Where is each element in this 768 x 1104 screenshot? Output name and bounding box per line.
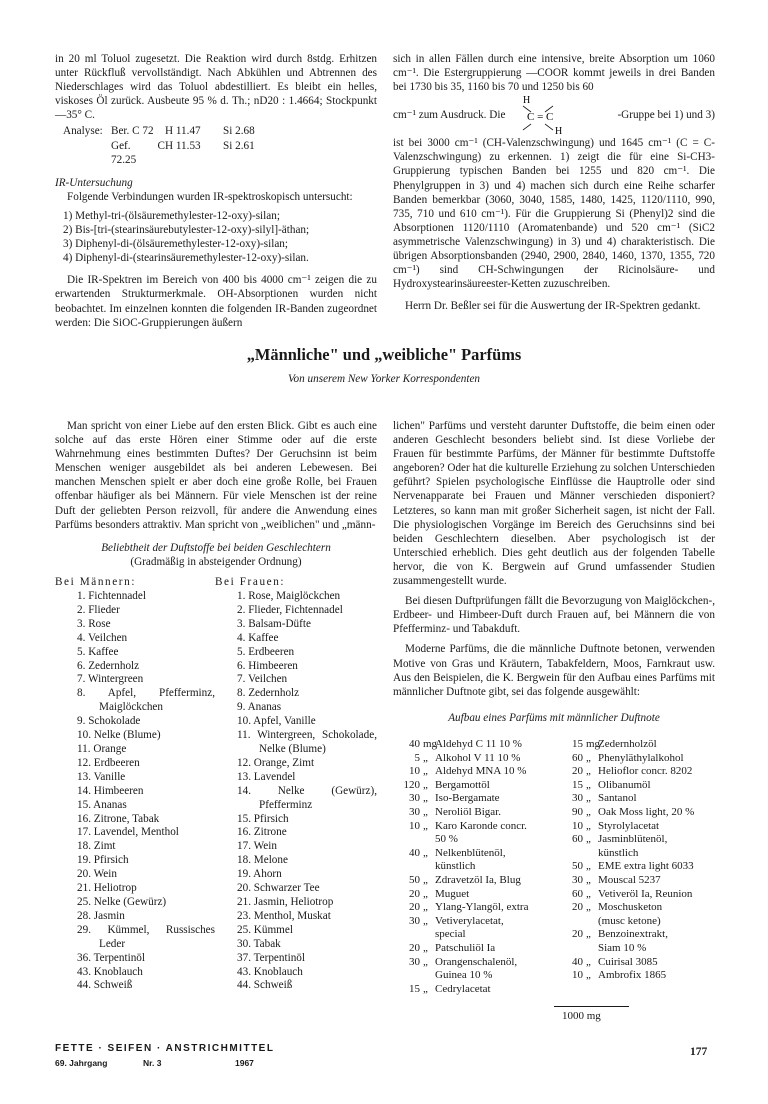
ingredient-row [556, 969, 738, 983]
ingredient-quantity: 10 [409, 819, 420, 832]
ingredient-row [556, 765, 738, 779]
ranking-item: 4. Kaffee [237, 631, 279, 644]
ingredient-row [393, 738, 575, 752]
ingredient-name: Mouscal 5237 [598, 873, 661, 886]
ingredient-name: Siam 10 % [598, 941, 647, 954]
analyse-ber-si: Si 2.68 [223, 125, 255, 138]
ingredient-row [556, 860, 738, 874]
ingredient-name: Bergamottöl [435, 778, 490, 791]
ranking-item: 18. Melone [237, 854, 288, 867]
ingredient-quantity: 60 [572, 751, 583, 764]
ranking-item: 13. Lavendel [237, 770, 296, 783]
ranking-item: 36. Terpentinöl [77, 951, 145, 964]
ingredient-quantity: 15 [572, 738, 583, 750]
ranking-item: 21. Jasmin, Heliotrop [237, 895, 334, 908]
ranking-item: 37. Terpentinöl [237, 951, 305, 964]
ingredient-name: Styrolylacetat [598, 819, 660, 832]
ingredient-quantity: 60 [572, 887, 583, 900]
ranking-item: 21. Heliotrop [77, 882, 137, 895]
ingredient-quantity: 30 [409, 914, 420, 927]
ingredient-unit: mg [423, 738, 438, 750]
ingredient-name: special [435, 928, 466, 941]
ingredient-name: künstlich [598, 846, 639, 859]
ingredient-quantity: 30 [409, 955, 420, 968]
ir-spectra-paragraph: Die IR-Spektren im Bereich von 400 bis 4000 cm⁻¹ zeigen die zu erwartenden Strukturmerkmale. OH-Absorptionen wurden nicht beobachtet. Im einzelnen konnten die folgenden IR-Banden zugeordnet werden: Die SiOC-Gruppierungen äußern [55, 274, 377, 329]
ingredient-unit [423, 833, 435, 847]
svg-text:C = C: C = C [527, 111, 554, 124]
ingredient-name: Helioflor concr. 8202 [598, 765, 693, 778]
ingredient-unit: „ [423, 955, 428, 968]
ingredient-row [393, 752, 575, 766]
ingredient-name: Vetiveröl Ia, Reunion [598, 887, 693, 900]
ingredient-unit: „ [423, 982, 428, 995]
ranking-item: 1. Rose, Maiglöckchen [237, 590, 341, 603]
ranking-item: 11. Orange [77, 743, 127, 755]
ranking-item: 44. Schweiß [237, 979, 293, 992]
ranking-item: 18. Zimt [77, 840, 116, 853]
ingredient-quantity: 20 [572, 901, 583, 914]
ingredient-quantity: 15 [572, 778, 583, 791]
ingredient-quantity: 20 [409, 941, 420, 954]
article-byline: Von unserem New Yorker Korrespondenten [287, 373, 481, 385]
ingredient-unit: mg [586, 738, 601, 750]
ranking-item: 17. Lavendel, Menthol [77, 826, 179, 839]
ranking-item: 12. Orange, Zimt [237, 756, 315, 769]
ingredient-row [556, 928, 738, 942]
ingredient-unit: „ [423, 901, 428, 914]
vinyl-line: cm⁻¹ zum Ausdruck. Die H C = C H -Gruppe bei 1) und 3) [393, 95, 715, 137]
ingredient-unit: „ [586, 778, 591, 791]
analyse-label: Analyse: [63, 125, 103, 138]
ingredient-row [556, 847, 738, 861]
ingredient-name: künstlich [435, 860, 476, 873]
ranking-item: 11. Wintergreen, Schokolade, Nelke (Blume) [237, 729, 377, 755]
ranking-item: 10. Apfel, Vanille [237, 715, 316, 728]
ingredient-name: Benzoinextrakt, [598, 928, 668, 941]
ranking-item: 25. Kümmel [237, 923, 293, 936]
ingredient-row [556, 915, 738, 929]
ingredient-quantity: 20 [572, 928, 583, 941]
ester-paragraph: sich in allen Fällen durch eine intensive, breite Absorption um 1060 cm⁻¹. Die Estergruppierung —COOR kommt jeweils in drei Banden bei 1730 bis 35, 1160 bis 70 und 1250 bis 60 [393, 53, 715, 94]
ingredient-unit: „ [586, 873, 591, 886]
ranking-item: 16. Zitrone, Tabak [77, 812, 160, 825]
svg-text:H: H [523, 95, 531, 107]
ingredient-name: Oak Moss light, 20 % [598, 805, 695, 818]
ingredient-row [393, 888, 575, 902]
compound-item: 2) Bis-[tri-(stearinsäurebutylester-12-oxy)-silyl]-äthan; [63, 224, 310, 237]
ranking-item: 2. Flieder [77, 603, 120, 616]
ingredient-name: Aldehyd MNA 10 % [435, 765, 527, 778]
men-list [55, 575, 215, 993]
ingredient-name: Aldehyd C 11 10 % [435, 738, 522, 750]
ingredient-unit: „ [586, 765, 591, 778]
ingredient-row [556, 820, 738, 834]
ingredient-name: Cuirisal 3085 [598, 955, 658, 968]
ingredient-unit: „ [586, 751, 591, 764]
ingredient-quantity: 10 [572, 969, 583, 982]
ingredient-row [393, 779, 575, 793]
ingredient-unit: „ [586, 805, 591, 818]
ranking-item: 30. Tabak [237, 937, 281, 950]
ingredient-quantity: 40 [572, 955, 583, 968]
top-right-column [393, 52, 715, 313]
ingredient-name: Cedrylacetat [435, 982, 491, 995]
ingredient-unit [586, 942, 598, 956]
ingredient-name: Olibanumöl [598, 778, 651, 791]
ingredient-unit: „ [423, 751, 428, 764]
ingredient-row [393, 969, 575, 983]
compound-item: 4) Diphenyl-di-(stearinsäuremethylester-12-oxy)-silan. [63, 252, 309, 265]
men-list-heading: Bei Männern: [55, 575, 137, 588]
ranking-item: 10. Nelke (Blume) [77, 729, 161, 742]
ingredient-row [556, 888, 738, 902]
ingredient-quantity: 30 [409, 805, 420, 818]
ranking-item: 3. Rose [77, 617, 111, 630]
ingredient-row [393, 956, 575, 970]
composition-total-rule [554, 1006, 629, 1007]
ingredient-row [393, 765, 575, 779]
women-list [215, 575, 377, 993]
ingredient-unit: „ [423, 914, 428, 927]
article-title: „Männliche" und „weibliche" Parfüms [246, 345, 522, 364]
composition-total: 1000 mg [562, 1010, 601, 1022]
ingredient-quantity: 30 [409, 792, 420, 805]
ranking-item: 43. Knoblauch [77, 965, 143, 978]
svg-text:H: H [555, 126, 563, 137]
ingredient-row [393, 847, 575, 861]
ingredient-name: Santanol [598, 792, 637, 805]
ingredient-quantity: 60 [572, 833, 583, 846]
ranking-item: 5. Erdbeeren [237, 645, 295, 658]
compound-item: 3) Diphenyl-di-(ölsäuremethylester-12-oxy)-silan; [63, 238, 289, 251]
ingredient-unit: „ [423, 873, 428, 886]
intro-paragraph: Man spricht von einer Liebe auf den ersten Blick. Gibt es auch eine solche auf das erste Hören einer Stimme oder auf die erste Wahrnehmung eines bestimmten Duftes? Der Geruchsinn ist beim Menschen weniger ausgebildet als bei anderen Lebewesen. Bei manchen Menschen spielt er aber doch eine große Rolle, bei Frauen offenbar häufiger als bei Männern. Für viele Menschen ist der reine Duft der geliebten Person reizvoll, für andere die Anwendung eines Parfüms besonders attraktiv. Man spricht von „weiblichen" und „männ- [55, 420, 377, 531]
ingredient-quantity [393, 969, 423, 983]
ingredient-name: Iso-Bergamate [435, 792, 500, 805]
page-number: 177 [690, 1046, 708, 1058]
ingredient-name: Zedernholzöl [598, 738, 657, 750]
article-left-column [55, 419, 377, 993]
ingredient-quantity [393, 860, 423, 874]
ranking-item: 9. Ananas [237, 701, 282, 714]
ingredient-row [393, 942, 575, 956]
ingredient-row [556, 792, 738, 806]
ingredient-name: Guinea 10 % [435, 969, 493, 982]
ingredient-row [556, 942, 738, 956]
discussion-paragraph: lichen" Parfüms und versteht darunter Duftstoffe, die beim einen oder anderen Geschlecht besonders beliebt sind. Ist diese Vorliebe der Frauen für bestimmte Parfüms, der Männer für bestimmte Duftstoffe angeboren? Oder hat die kulturelle Erziehung zu solchen Unterschieden geführt? Spielen psychologische Einflüsse die Hauptrolle oder sind Nervenapparate bei Frauen und Männer verschieden disponiert? Letzteres, so kann man mit großer Sicherheit sagen, ist nicht der Fall. Die physiologischen Vorgänge im Bereich des Geruchsinns sind bei beiden Geschlechtern dieselben. Aber psychologisch ist der Unterschied erheblich. Dies geht deutlich aus der folgenden Tabelle hervor, die von K. Bergwein auf Grund umfassender Studien zusammengestellt wurde. [393, 420, 715, 588]
ingredient-row [393, 833, 575, 847]
composition-left-list [393, 738, 575, 996]
ingredient-quantity: 40 [409, 738, 420, 750]
ingredient-quantity: 20 [572, 765, 583, 778]
ranking-item: 23. Menthol, Muskat [237, 909, 331, 922]
compound-item: 1) Methyl-tri-(ölsäuremethylester-12-oxy)-silan; [63, 209, 280, 222]
ingredient-unit [586, 915, 598, 929]
ranking-item: 6. Zedernholz [77, 659, 140, 672]
analyse-gef-si: Si 2.61 [223, 139, 255, 152]
ingredient-unit: „ [423, 846, 428, 859]
composition-right-list [556, 738, 738, 983]
ingredient-quantity: 10 [572, 819, 583, 832]
ingredient-quantity: 30 [572, 873, 583, 886]
ingredient-row [556, 874, 738, 888]
ingredient-quantity [393, 928, 423, 942]
ingredient-quantity [556, 915, 586, 929]
article-right-column [393, 419, 715, 725]
ranking-item: 43. Knoblauch [237, 965, 303, 978]
ingredient-quantity: 15 [409, 982, 420, 995]
journal-issue: Nr. 3 [143, 1058, 162, 1069]
ingredient-name: Vetiverylacetat, [435, 914, 504, 927]
ingredient-name: Zdravetzöl Ia, Blug [435, 873, 521, 886]
modern-perfume-paragraph: Moderne Parfüms, die die männliche Duftnote betonen, verwenden Motive von Gras und Kräutern, Tabakfeldern, Moos, Farnkraut usw. Aus den Beispielen, die K. Bergwein für den Aufbau eines Parfüms mit männlicher Duftnote gibt, sei das folgende ausgewählt: [393, 643, 715, 698]
ranking-item: 15. Pfirsich [237, 812, 289, 825]
vinyl-group-formula-icon [509, 94, 599, 136]
ingredient-quantity: 30 [572, 792, 583, 805]
ranking-item: 6. Himbeeren [237, 659, 298, 672]
ingredient-unit: „ [423, 819, 428, 832]
ranking-item: 16. Zitrone [237, 826, 287, 839]
ingredient-unit: „ [586, 887, 591, 900]
ranking-item: 1. Fichtennadel [77, 590, 146, 603]
ingredient-name: Nelkenblütenöl, [435, 846, 506, 859]
ir-heading: IR-Untersuchung [55, 176, 133, 189]
ingredient-unit: „ [586, 955, 591, 968]
ingredient-row [556, 956, 738, 970]
ranking-item: 20. Wein [77, 868, 117, 881]
ingredient-quantity: 20 [409, 887, 420, 900]
ingredient-name: Orangenschalenöl, [435, 955, 518, 968]
ingredient-quantity [556, 847, 586, 861]
women-list-heading: Bei Frauen: [215, 575, 286, 588]
journal-year: 1967 [235, 1058, 254, 1069]
ranking-item: 7. Wintergreen [77, 673, 144, 686]
ingredient-row [556, 833, 738, 847]
ingredient-row [556, 752, 738, 766]
ranking-item: 3. Balsam-Düfte [237, 617, 311, 630]
journal-footer [55, 1042, 274, 1070]
ingredient-unit: „ [586, 819, 591, 832]
ranking-item: 15. Ananas [77, 798, 127, 811]
ingredient-quantity: 5 [414, 751, 420, 764]
ingredient-name: Patschuliöl Ia [435, 941, 496, 954]
ingredient-quantity: 10 [409, 765, 420, 778]
journal-volume: 69. Jahrgang [55, 1058, 108, 1069]
thanks-paragraph: Herrn Dr. Beßler sei für die Auswertung der IR-Spektren gedankt. [405, 300, 701, 313]
ingredient-unit: „ [423, 941, 428, 954]
ranking-item: 7. Veilchen [237, 673, 288, 686]
elemental-analysis [63, 124, 377, 166]
ingredient-unit: „ [586, 969, 591, 982]
ranking-item: 8. Zedernholz [237, 687, 300, 700]
ingredient-row [393, 928, 575, 942]
ingredient-unit: „ [423, 792, 428, 805]
ranking-item: 25. Nelke (Gewürz) [77, 895, 167, 908]
ingredient-unit [423, 860, 435, 874]
analyse-gef-h: H 11.53 [165, 139, 201, 152]
top-left-column [55, 52, 377, 330]
ingredient-name: Ambrofix 1865 [598, 969, 667, 982]
ingredient-unit [423, 969, 435, 983]
ingredient-row [393, 915, 575, 929]
ranking-table [55, 575, 377, 993]
ingredient-quantity: 20 [409, 901, 420, 914]
ingredient-unit: „ [586, 833, 591, 846]
analyse-ber-h: H 11.47 [165, 125, 201, 138]
ingredient-unit: „ [423, 887, 428, 900]
ingredient-name: Karo Karonde concr. [435, 819, 527, 832]
ingredient-row [393, 860, 575, 874]
ingredient-name: Jasminblütenöl, [598, 833, 668, 846]
ingredient-unit: „ [586, 901, 591, 914]
preference-paragraph: Bei diesen Duftprüfungen fällt die Bevorzugung von Maiglöckchen-, Erdbeer- und Himbeer-Duft durch Frauen auf, bei Männern die von Pfefferminz- und Tabakduft. [393, 595, 715, 636]
ingredient-row [556, 779, 738, 793]
ranking-item: 8. Apfel, Pfefferminz, Maiglöckchen [77, 687, 215, 714]
ingredient-unit: „ [586, 860, 591, 873]
ingredient-name: Alkohol V 11 10 % [435, 751, 521, 764]
ingredient-row [556, 901, 738, 915]
ingredient-unit: „ [586, 928, 591, 941]
compound-list [63, 209, 377, 265]
ingredient-unit [423, 928, 435, 942]
ingredient-name: 50 % [435, 833, 458, 846]
ingredient-quantity: 90 [572, 805, 583, 818]
ingredient-unit: „ [586, 792, 591, 805]
ranking-item: 5. Kaffee [77, 645, 119, 658]
ranking-item: 44. Schweiß [77, 979, 133, 992]
analyse-gef-c: Gef. C 72.25 [111, 139, 165, 166]
ranking-item: 28. Jasmin [77, 909, 125, 922]
ingredient-name: Phenyläthylalkohol [598, 751, 684, 764]
ir-intro: Folgende Verbindungen wurden IR-spektroskopisch untersucht: [67, 190, 353, 203]
ranking-item: 9. Schokolade [77, 715, 141, 728]
ingredient-unit: „ [423, 765, 428, 778]
ingredient-name: Neroliöl Bigar. [435, 805, 501, 818]
ranking-item: 14. Himbeeren [77, 784, 144, 797]
ingredient-quantity: 40 [409, 846, 420, 859]
ingredient-quantity: 50 [572, 860, 583, 873]
ranking-item: 13. Vanille [77, 770, 126, 783]
analyse-ber-c: Ber. C 72 [111, 125, 154, 138]
ranking-item: 4. Veilchen [77, 631, 128, 644]
ingredient-unit [586, 847, 598, 861]
ranking-table-subtitle: (Gradmäßig in absteigender Ordnung) [130, 555, 302, 568]
journal-name: FETTE · SEIFEN · ANSTRICHMITTEL [55, 1043, 275, 1054]
ingredient-row [556, 738, 738, 752]
composition-title: Aufbau eines Parfüms mit männlicher Duftnote [448, 711, 660, 724]
ranking-item: 2. Flieder, Fichtennadel [237, 603, 343, 616]
ranking-item: 14. Nelke (Gewürz), Pfefferminz [237, 784, 377, 811]
ingredient-name: (musc ketone) [598, 914, 661, 927]
ingredient-row [393, 792, 575, 806]
ingredient-quantity: 120 [403, 778, 420, 791]
ranking-item: 20. Schwarzer Tee [237, 882, 320, 895]
ingredient-name: Moschusketon [598, 901, 663, 914]
ingredient-row [393, 874, 575, 888]
ingredient-quantity [556, 942, 586, 956]
ranking-item: 17. Wein [237, 840, 277, 853]
ir-band-paragraph: ist bei 3000 cm⁻¹ (CH-Valenzschwingung) und 1645 cm⁻¹ (C = C-Valenzschwingung) zu erkennen. 1) zeigt die für eine Si-CH3-Gruppierung typischen Banden bei 1255 und 820 cm⁻¹. Die Phenylgruppen in 3) und 4) machen sich durch eine Reihe scharfer Banden bemerkbar (3060, 3040, 1585, 1480, 1425, 1120/1110, 990, 735, 710 und 610 cm⁻¹). Für die Gruppierung Si (Phenyl)2 sind die Absorptionen 1120/1110 (Aromatenbande) und 520 cm⁻¹ (SiC2 asymmetrische Valenzschwingung) in 3) und 4) charakteristisch. Die übrigen Absorptionsbanden (2940, 2900, 2840, 1460, 1370, 1355, 720 cm⁻¹) sind CH-Schwingungen der Ricinolsäure- und Hydroxystearinsäureester-Ketten zuzuschreiben. [393, 137, 715, 291]
ingredient-quantity: 50 [409, 873, 420, 886]
ingredient-row [556, 806, 738, 820]
ingredient-name: Ylang-Ylangöl, extra [435, 901, 529, 914]
ranking-table-title: Beliebtheit der Duftstoffe bei beiden Geschlechtern [101, 541, 331, 554]
ranking-item: 12. Erdbeeren [77, 756, 140, 769]
ingredient-row [393, 820, 575, 834]
synthesis-paragraph: in 20 ml Toluol zugesetzt. Die Reaktion wird durch 8stdg. Erhitzen unter Rückfluß vervollständigt. Nach Abkühlen und Abtrennen des Niederschlages wird das Toluol abdestilliert. Es bleibt ein helles, viskoses Öl zurück. Ausbeute 95 % d. Th.; nD20 : 1.4664; Stockpunkt —35° C. [55, 53, 377, 122]
ingredient-row [393, 983, 575, 997]
ingredient-row [393, 901, 575, 915]
ingredient-unit: „ [423, 805, 428, 818]
ingredient-unit: „ [423, 778, 428, 791]
ranking-item: 29. Kümmel, Russisches Leder [77, 923, 215, 950]
ingredient-quantity [393, 833, 423, 847]
ingredient-name: Muguet [435, 887, 470, 900]
ingredient-row [393, 806, 575, 820]
ranking-item: 19. Pfirsich [77, 854, 129, 867]
ranking-item: 19. Ahorn [237, 868, 282, 881]
ingredient-name: EME extra light 6033 [598, 860, 694, 873]
